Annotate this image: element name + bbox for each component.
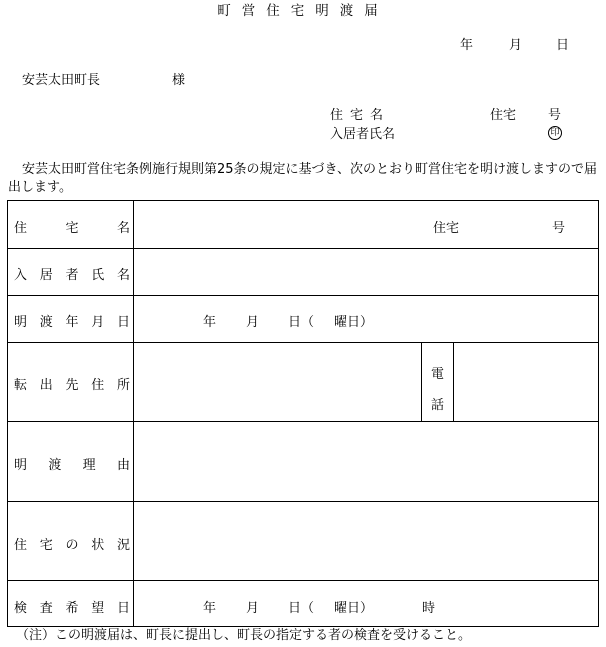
reason-field[interactable] xyxy=(143,427,583,495)
inspection-month: 月 xyxy=(246,601,260,616)
honorific: 様 xyxy=(172,73,186,88)
label-char: 宅 xyxy=(65,221,79,236)
label-phone: 電話 xyxy=(431,367,445,413)
resident-name-field[interactable] xyxy=(143,253,583,291)
seal-mark: 印 xyxy=(548,126,562,140)
new-address-field[interactable] xyxy=(143,347,413,415)
label-char: 者 xyxy=(65,268,79,283)
vacate-day: 日（ xyxy=(288,315,315,330)
house-name-field[interactable] xyxy=(143,206,413,244)
label-char: 明 xyxy=(14,315,28,330)
form-title: 町営住宅明渡届 xyxy=(217,3,389,19)
day-label: 日 xyxy=(556,38,570,53)
applicant-number-suffix: 号 xyxy=(548,108,562,123)
label-char: 氏 xyxy=(91,268,105,283)
label-vacate-date xyxy=(14,311,130,330)
inspection-day: 日（ xyxy=(288,601,315,616)
label-char: 月 xyxy=(91,315,105,330)
vacate-weekday: 曜日） xyxy=(334,315,374,330)
label-char: 状 xyxy=(91,538,105,553)
label-char: 日 xyxy=(116,601,130,616)
label-char: 入 xyxy=(14,268,28,283)
applicant-house-suffix: 住宅 xyxy=(490,108,517,123)
label-char: 住 xyxy=(14,221,28,236)
label-char: 宅 xyxy=(39,538,53,553)
label-new-address xyxy=(14,374,130,393)
label-char: 渡 xyxy=(39,315,53,330)
label-char: 況 xyxy=(116,538,130,553)
notice-form-table xyxy=(7,200,599,627)
label-char: 所 xyxy=(116,378,130,393)
label-char: 住 xyxy=(14,538,28,553)
label-inspection-date xyxy=(14,597,130,616)
label-resident-name xyxy=(14,264,130,283)
addressee: 安芸太田町長 xyxy=(22,73,101,88)
label-char: 住 xyxy=(91,378,105,393)
intro-paragraph: 安芸太田町営住宅条例施行規則第25条の規定に基づき、次のとおり町営住宅を明け渡しますので届出します。 xyxy=(8,162,598,195)
inspection-year: 年 xyxy=(203,601,217,616)
label-char: 理 xyxy=(82,458,96,473)
vacate-year: 年 xyxy=(203,315,217,330)
footnote: （注）この明渡届は、町長に提出し、町長の指定する者の検査を受けること。 xyxy=(16,628,472,643)
applicant-house-label: 住宅名 xyxy=(330,108,391,123)
label-char: 転 xyxy=(14,378,28,393)
label-char: 査 xyxy=(39,601,53,616)
label-char: 名 xyxy=(116,268,130,283)
label-char: 日 xyxy=(116,315,130,330)
label-char: 先 xyxy=(65,378,79,393)
label-char: 検 xyxy=(14,601,28,616)
label-char: の xyxy=(65,538,79,553)
applicant-resident-label: 入居者氏名 xyxy=(330,127,396,142)
label-char: 年 xyxy=(65,315,79,330)
label-char: 出 xyxy=(39,378,53,393)
label-char: 由 xyxy=(116,458,130,473)
label-char: 明 xyxy=(14,458,28,473)
phone-field[interactable] xyxy=(460,347,590,415)
label-char: 居 xyxy=(39,268,53,283)
inspection-hour: 時 xyxy=(422,601,436,616)
vacate-month: 月 xyxy=(246,315,260,330)
month-label: 月 xyxy=(509,38,523,53)
label-char: 名 xyxy=(116,221,130,236)
label-char: 渡 xyxy=(48,458,62,473)
label-char: 望 xyxy=(91,601,105,616)
house-suffix: 住宅 xyxy=(433,221,460,236)
year-label: 年 xyxy=(460,38,474,53)
number-suffix: 号 xyxy=(552,221,566,236)
submission-date xyxy=(460,38,569,54)
label-char: 希 xyxy=(65,601,79,616)
label-house-name xyxy=(14,217,130,236)
inspection-weekday: 曜日） xyxy=(334,601,374,616)
house-condition-field[interactable] xyxy=(143,506,583,574)
label-reason xyxy=(14,454,130,473)
label-house-condition xyxy=(14,534,130,553)
